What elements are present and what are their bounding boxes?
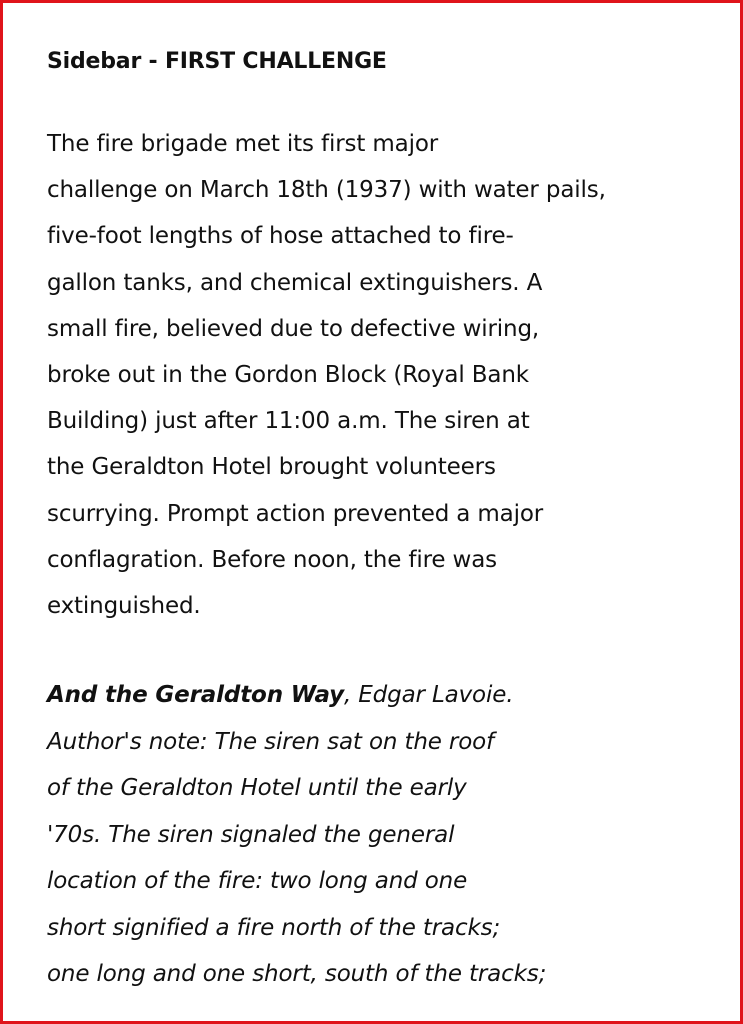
note-line: location of the fire: two long and one: [47, 868, 468, 894]
body-line: scurrying. Prompt action prevented a major: [47, 500, 544, 527]
sidebar-heading: Sidebar - FIRST CHALLENGE: [47, 49, 387, 74]
citation-line: [47, 672, 727, 719]
body-line: the Geraldton Hotel brought volunteers: [47, 454, 496, 481]
body-line: challenge on March 18th (1937) with water pails,: [47, 177, 606, 204]
citation-author: Edgar Lavoie.: [351, 682, 514, 708]
note-line: Author's note: The siren sat on the roof: [47, 728, 495, 755]
citation-separator: ,: [343, 682, 352, 708]
body-line: Building) just after 11:00 a.m. The siren at: [47, 408, 530, 435]
note-line: of the Geraldton Hotel until the early: [47, 775, 467, 801]
body-line: extinguished.: [47, 592, 201, 619]
note-line: short signified a fire north of the tracks;: [47, 914, 501, 941]
body-line: conflagration. Before noon, the fire was: [47, 546, 497, 573]
body-line: The fire brigade met its first major: [47, 131, 439, 157]
body-line: five-foot lengths of hose attached to fire-: [47, 223, 514, 250]
body-line: small fire, believed due to defective wiring,: [47, 315, 540, 342]
author-note: [47, 672, 727, 998]
citation-title: And the Geraldton Way: [47, 682, 344, 708]
sidebar-body-text: [47, 121, 727, 629]
note-line: '70s. The siren signaled the general: [47, 821, 455, 848]
body-line: broke out in the Gordon Block (Royal Bank: [47, 361, 529, 388]
body-line: gallon tanks, and chemical extinguishers. A: [47, 269, 543, 296]
note-line: one long and one short, south of the tracks;: [47, 961, 547, 987]
